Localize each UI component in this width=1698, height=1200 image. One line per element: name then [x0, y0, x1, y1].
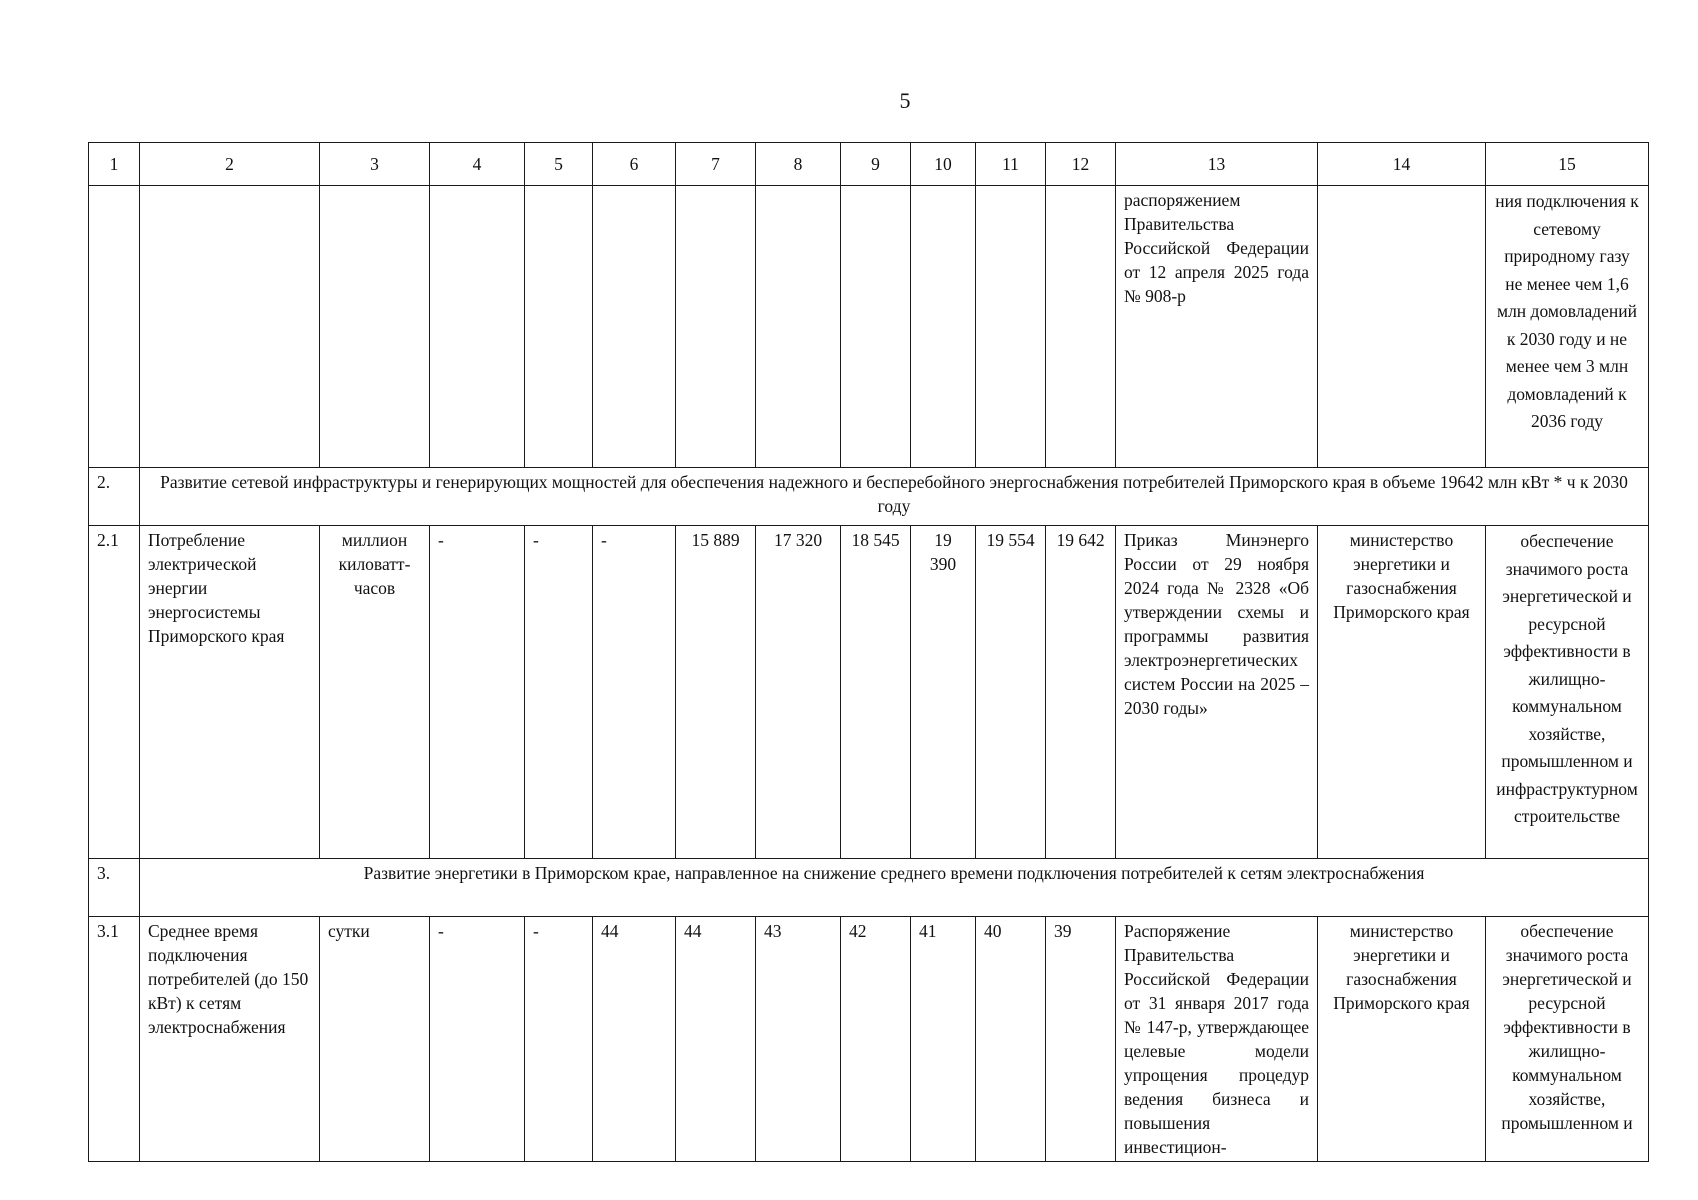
- column-number: 12: [1046, 143, 1116, 186]
- table-cell: [140, 186, 320, 468]
- value-cell: 17 320: [756, 526, 841, 859]
- column-number: 2: [140, 143, 320, 186]
- column-number: 7: [676, 143, 756, 186]
- page-number: 5: [899, 88, 911, 113]
- section-number: 3.: [89, 859, 140, 917]
- table-cell: [756, 186, 841, 468]
- table-cell: [320, 186, 430, 468]
- value-cell: 44: [593, 917, 676, 1162]
- value-cell: 40: [976, 917, 1046, 1162]
- goal-cell: обеспечение значимого роста энергетической и ресурсной эффективности в жилищно-коммунальном хозяйстве, промышленном и: [1486, 917, 1649, 1162]
- column-number: 1: [89, 143, 140, 186]
- table-cell: [593, 186, 676, 468]
- indicator-name: Среднее время подключения потребителей (до 150 кВт) к сетям электроснабжения: [140, 917, 320, 1162]
- value-cell: -: [593, 526, 676, 859]
- responsible-cell: министерство энергетики и газоснабжения Приморского края: [1318, 526, 1486, 859]
- table-cell: [911, 186, 976, 468]
- section-title: Развитие сетевой инфраструктуры и генерирующих мощностей для обеспечения надежного и бесперебойного энергоснабжения потребителей Приморского края в объеме 19642 млн кВт * ч к 2030 году: [140, 468, 1649, 526]
- value-cell: 44: [676, 917, 756, 1162]
- continuation-row: [89, 186, 1649, 468]
- column-number-row: [89, 143, 1649, 186]
- table-cell: [1046, 186, 1116, 468]
- value-cell: -: [525, 917, 593, 1162]
- indicators-table: [88, 142, 1649, 1162]
- value-cell: 18 545: [841, 526, 911, 859]
- table-cell: [976, 186, 1046, 468]
- section-number: 2.: [89, 468, 140, 526]
- basis-document-cell: Распоряжение Правительства Российской Федерации от 31 января 2017 года № 147-р, утверждающее целевые модели упрощения процедур ведения бизнеса и повышения инвестицион-: [1116, 917, 1318, 1162]
- table-cell: [89, 186, 140, 468]
- table-cell: [1318, 186, 1486, 468]
- value-cell: -: [525, 526, 593, 859]
- value-cell: 43: [756, 917, 841, 1162]
- column-number: 6: [593, 143, 676, 186]
- value-cell: 41: [911, 917, 976, 1162]
- section-title: Развитие энергетики в Приморском крае, направленное на снижение среднего времени подключения потребителей к сетям электроснабжения: [140, 859, 1649, 917]
- column-number: 3: [320, 143, 430, 186]
- table-cell: [525, 186, 593, 468]
- value-cell: -: [430, 526, 525, 859]
- indicator-number: 2.1: [89, 526, 140, 859]
- table-cell: [841, 186, 911, 468]
- column-number: 5: [525, 143, 593, 186]
- indicator-name: Потребление электрической энергии энергосистемы Приморского края: [140, 526, 320, 859]
- column-number: 14: [1318, 143, 1486, 186]
- goal-cell: ния подключения к сетевому природному газу не менее чем 1,6 млн домовладений к 2030 году и не менее чем 3 млн домовладений к 2036 году: [1486, 186, 1649, 468]
- value-cell: 19 554: [976, 526, 1046, 859]
- column-number: 15: [1486, 143, 1649, 186]
- value-cell: 19 390: [911, 526, 976, 859]
- column-number: 4: [430, 143, 525, 186]
- value-cell: 19 642: [1046, 526, 1116, 859]
- basis-document-cell: распоряжением Правительства Российской Федерации от 12 апреля 2025 года № 908-р: [1116, 186, 1318, 468]
- indicator-row: [89, 917, 1649, 1162]
- column-number: 8: [756, 143, 841, 186]
- basis-document-cell: Приказ Минэнерго России от 29 ноября 2024 года № 2328 «Об утверждении схемы и программы развития электроэнергетических систем России на 2025 – 2030 годы»: [1116, 526, 1318, 859]
- table-cell: [676, 186, 756, 468]
- value-cell: -: [430, 917, 525, 1162]
- unit-cell: сутки: [320, 917, 430, 1162]
- goal-cell: обеспечение значимого роста энергетической и ресурсной эффективности в жилищно-коммунальном хозяйстве, промышленном и инфраструктурном строительстве: [1486, 526, 1649, 859]
- unit-cell: миллион киловатт-часов: [320, 526, 430, 859]
- column-number: 10: [911, 143, 976, 186]
- column-number: 13: [1116, 143, 1318, 186]
- value-cell: 15 889: [676, 526, 756, 859]
- indicator-row: [89, 526, 1649, 859]
- indicator-number: 3.1: [89, 917, 140, 1162]
- section-row: [89, 859, 1649, 917]
- value-cell: 42: [841, 917, 911, 1162]
- section-row: [89, 468, 1649, 526]
- value-cell: 39: [1046, 917, 1116, 1162]
- column-number: 11: [976, 143, 1046, 186]
- table-cell: [430, 186, 525, 468]
- column-number: 9: [841, 143, 911, 186]
- responsible-cell: министерство энергетики и газоснабжения Приморского края: [1318, 917, 1486, 1162]
